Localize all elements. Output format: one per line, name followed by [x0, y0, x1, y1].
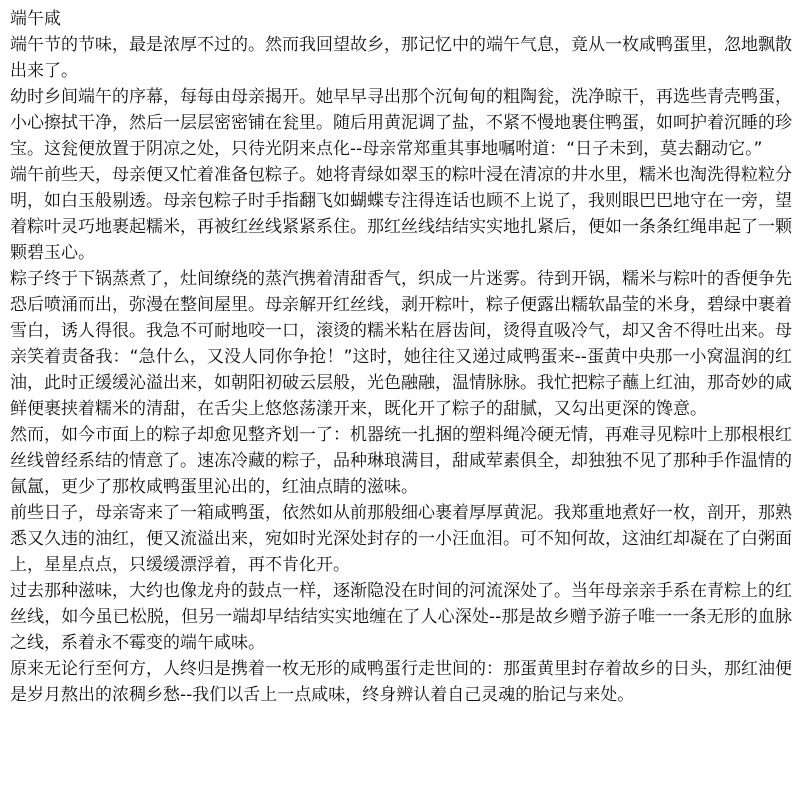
article-paragraph: 端午前些天，母亲便又忙着准备包粽子。她将青绿如翠玉的粽叶浸在清凉的井水里，糯米也淘洗得粒粒分明，如白玉般剔透。母亲包粽子时手指翻飞如蝴蝶专注得连话也顾不上说了，我则眼巴巴地守在一旁，望着粽叶灵巧地裹起糯米，再被红丝线紧紧系住。那红丝线结结实实地扎紧后，便如一条条红绳串起了一颗颗碧玉心。: [10, 165, 792, 263]
article-paragraph: 原来无论行至何方，人终归是携着一枚无形的咸鸭蛋行走世间的：那蛋黄里封存着故乡的日头，那红油便是岁月熬出的浓稠乡愁--我们以舌上一点咸味，终身辨认着自己灵魂的胎记与来处。: [10, 659, 792, 705]
article-paragraph: 幼时乡间端午的序幕，每每由母亲揭开。她早早寻出那个沉甸甸的粗陶瓮，洗净晾干，再选些青壳鸭蛋，小心擦拭干净，然后一层层密密铺在瓮里。随后用黄泥调了盐，不紧不慢地裹住鸭蛋，如呵护着沉睡的珍宝。这瓮便放置于阴凉之处，只待光阴来点化--母亲常郑重其事地嘱咐道：“日子未到，莫去翻动它。”: [10, 87, 792, 159]
article-paragraph: 过去那种滋味，大约也像龙舟的鼓点一样，逐渐隐没在时间的河流深处了。当年母亲亲手系在青粽上的红丝线，如今虽已松脱，但另一端却早结结实实地缠在了人心深处--那是故乡赠予游子唯一一条无形的血脉之线，系着永不霉变的端午咸味。: [10, 581, 792, 653]
article-paragraph: 粽子终于下锅蒸煮了，灶间缭绕的蒸汽携着清甜香气，织成一片迷雾。待到开锅，糯米与粽叶的香便争先恐后喷涌而出，弥漫在整间屋里。母亲解开红丝线，剥开粽叶，粽子便露出糯软晶莹的米身，碧绿中裹着雪白，诱人得很。我急不可耐地咬一口，滚烫的糯米粘在唇齿间，烫得直吸冷气，却又舍不得吐出来。母亲笑着责备我：“急什么，又没人同你争抢！”这时，她往往又递过咸鸭蛋来--蛋黄中央那一小窝温润的红油，此时正缓缓沁溢出来，如朝阳初破云层般，光色融融，温情脉脉。我忙把粽子蘸上红油，那奇妙的咸鲜便裹挟着糯米的清甜，在舌尖上悠悠荡漾开来，既化开了粽子的甜腻，又勾出更深的馋意。: [10, 269, 792, 419]
article-paragraph: 然而，如今市面上的粽子却愈见整齐划一了：机器统一扎捆的塑料绳冷硬无情，再难寻见粽叶上那根根红丝线曾经系结的情意了。速冻冷藏的粽子，品种琳琅满目，甜咸荤素俱全，却独独不见了那种手作温情的氤氲，更少了那枚咸鸭蛋里沁出的，红油点睛的滋味。: [10, 425, 792, 497]
article-paragraph: 端午节的节味，最是浓厚不过的。然而我回望故乡，那记忆中的端午气息，竟从一枚咸鸭蛋里，忽地飘散出来了。: [10, 35, 792, 81]
article-paragraph: 前些日子，母亲寄来了一箱咸鸭蛋，依然如从前那般细心裹着厚厚黄泥。我郑重地煮好一枚，剖开，那熟悉又久违的油红，便又流溢出来，宛如时光深处封存的一小汪血泪。可不知何故，这油红却凝在了白粥面上，星星点点，只缓缓漂浮着，再不肯化开。: [10, 503, 792, 575]
article-title: 端午咸: [10, 9, 61, 29]
